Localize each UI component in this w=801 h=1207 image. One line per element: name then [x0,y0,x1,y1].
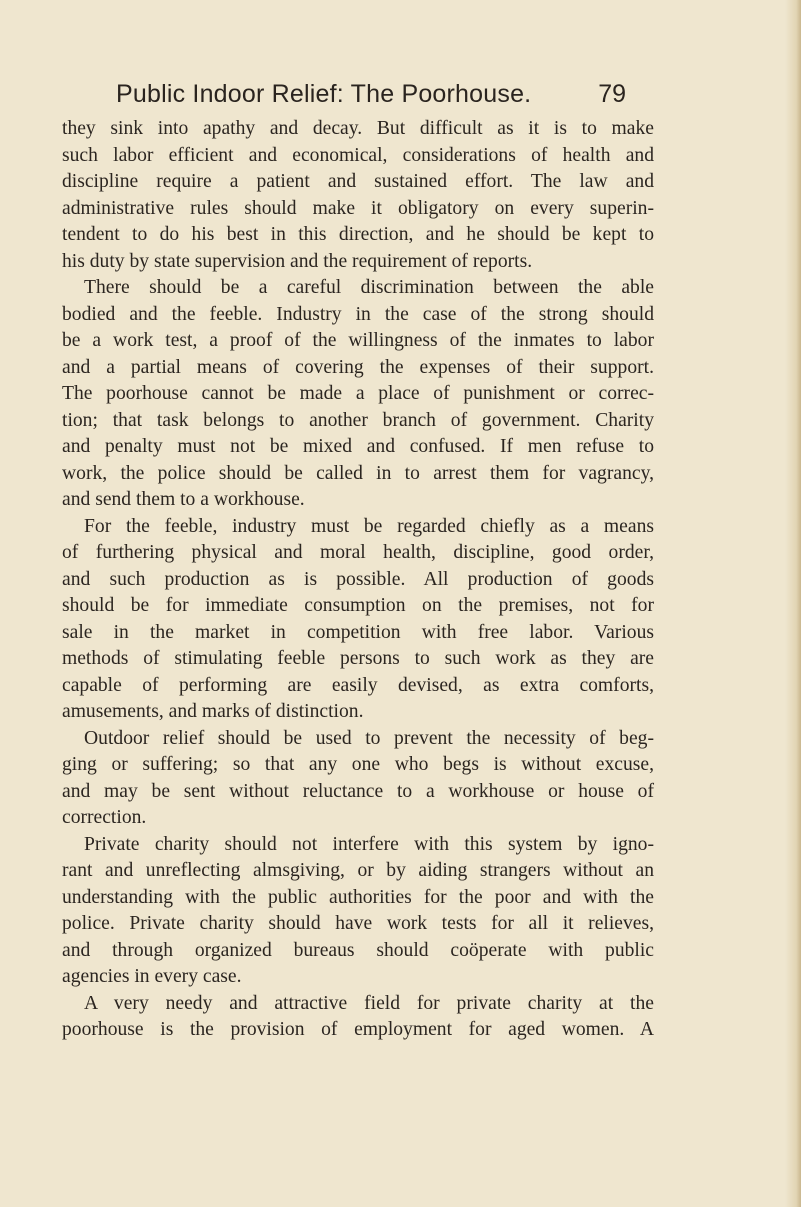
text-line: police. Private charity should have work tests for all it relieves, [62,913,654,934]
text-line: ging or suffering; so that any one who begs is without excuse, [62,754,654,775]
text-line: tion; that task belongs to another branch of government. Charity [62,409,654,431]
text-line: such labor efficient and economical, considerations of health and [62,144,654,166]
text-line: The poorhouse cannot be made a place of punishment or correc- [62,383,654,404]
text-line: understanding with the public authorities for the poor and with the [62,886,654,908]
text-line: rant and unreflecting almsgiving, or by aiding strangers without an [62,860,654,881]
text-line: and such production as is possible. All production of goods [62,568,654,590]
page-number: 79 [598,80,626,108]
body-text [62,116,654,1044]
text-line: of furthering physical and moral health, discipline, good order, [62,542,654,563]
text-line: There should be a careful discrimination between the able [84,277,654,298]
text-line: be a work test, a proof of the willingness of the inmates to labor [62,330,654,351]
text-line: work, the police should be called in to arrest them for vagrancy, [62,462,654,484]
text-line: amusements, and marks of distinction. [62,701,364,722]
text-line: poorhouse is the provision of employment for aged women. A [62,1019,654,1040]
text-line: capable of performing are easily devised, as extra comforts, [62,674,654,696]
text-line: For the feeble, industry must be regarded chiefly as a means [84,515,654,537]
text-line: sale in the market in competition with free labor. Various [62,621,654,643]
running-title: Public Indoor Relief: The Poorhouse. [116,80,532,108]
text-line: correction. [62,807,147,828]
text-line: methods of stimulating feeble persons to such work as they are [62,648,654,669]
text-line: his duty by state supervision and the requirement of reports. [62,250,533,272]
text-line: administrative rules should make it obligatory on every superin- [62,197,654,219]
text-line: Private charity should not interfere with this system by igno- [84,833,654,855]
text-line: should be for immediate consumption on the premises, not for [62,595,654,616]
text-line: tendent to do his best in this direction, and he should be kept to [62,224,654,245]
text-line: and through organized bureaus should coöperate with public [62,939,654,961]
text-line: and send them to a workhouse. [62,489,305,510]
text-line: discipline require a patient and sustained effort. The law and [62,171,654,192]
text-line: and penalty must not be mixed and confused. If men refuse to [62,436,654,457]
text-line: bodied and the feeble. Industry in the case of the strong should [62,303,654,325]
text-line: Outdoor relief should be used to prevent the necessity of beg- [84,727,654,749]
text-line: and may be sent without reluctance to a workhouse or house of [62,780,654,802]
running-head [116,80,626,120]
text-line: and a partial means of covering the expenses of their support. [62,356,654,378]
text-line: A very needy and attractive field for private charity at the [84,992,654,1014]
page-edge-shadow [785,0,801,1207]
text-line: they sink into apathy and decay. But difficult as it is to make [62,118,654,139]
text-line: agencies in every case. [62,966,242,987]
